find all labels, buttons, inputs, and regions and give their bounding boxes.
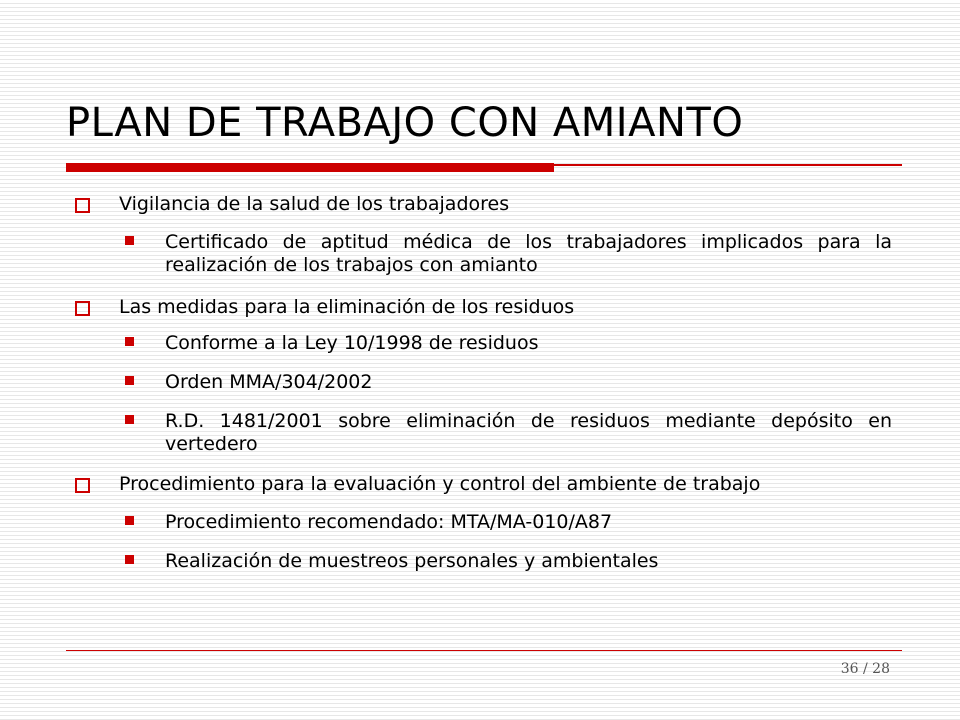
- sub-list-item-text: Procedimiento recomendado: MTA/MA-010/A87: [165, 511, 613, 533]
- list-item: [72, 190, 892, 219]
- hollow-square-bullet-icon: [75, 478, 90, 493]
- sub-list-item-text: Orden MMA/304/2002: [165, 371, 373, 393]
- sub-list-item: [165, 371, 892, 394]
- sub-list-item: [165, 332, 892, 355]
- hollow-square-bullet-icon: [75, 301, 90, 316]
- bullet-list: [72, 190, 892, 589]
- filled-square-bullet-icon: [125, 516, 134, 525]
- footer-rule: [66, 650, 902, 651]
- sub-list-item: [165, 550, 892, 573]
- list-item: [72, 293, 892, 322]
- sub-list-item-text: Certificado de aptitud médica de los trabajadores implicados para la realización de los trabajos con amianto: [165, 231, 892, 276]
- sub-list-item: [165, 511, 892, 534]
- sub-list-item: [165, 410, 892, 456]
- filled-square-bullet-icon: [125, 236, 134, 245]
- filled-square-bullet-icon: [125, 415, 134, 424]
- filled-square-bullet-icon: [125, 337, 134, 346]
- list-item-text: Las medidas para la eliminación de los residuos: [119, 296, 575, 318]
- sub-list-item-text: R.D. 1481/2001 sobre eliminación de residuos mediante depósito en vertedero: [165, 410, 892, 455]
- list-item-text: Procedimiento para la evaluación y control del ambiente de trabajo: [119, 473, 761, 495]
- sub-list-item-text: Realización de muestreos personales y ambientales: [165, 550, 659, 572]
- title-underline-thick: [66, 163, 554, 172]
- page-number: 36 / 28: [840, 661, 890, 677]
- slide-title: PLAN DE TRABAJO CON AMIANTO: [66, 100, 744, 146]
- list-item: [72, 470, 892, 499]
- sub-list-item-text: Conforme a la Ley 10/1998 de residuos: [165, 332, 539, 354]
- filled-square-bullet-icon: [125, 376, 134, 385]
- sub-list-item: [165, 231, 892, 277]
- hollow-square-bullet-icon: [75, 198, 90, 213]
- list-item-text: Vigilancia de la salud de los trabajadores: [119, 193, 510, 215]
- filled-square-bullet-icon: [125, 555, 134, 564]
